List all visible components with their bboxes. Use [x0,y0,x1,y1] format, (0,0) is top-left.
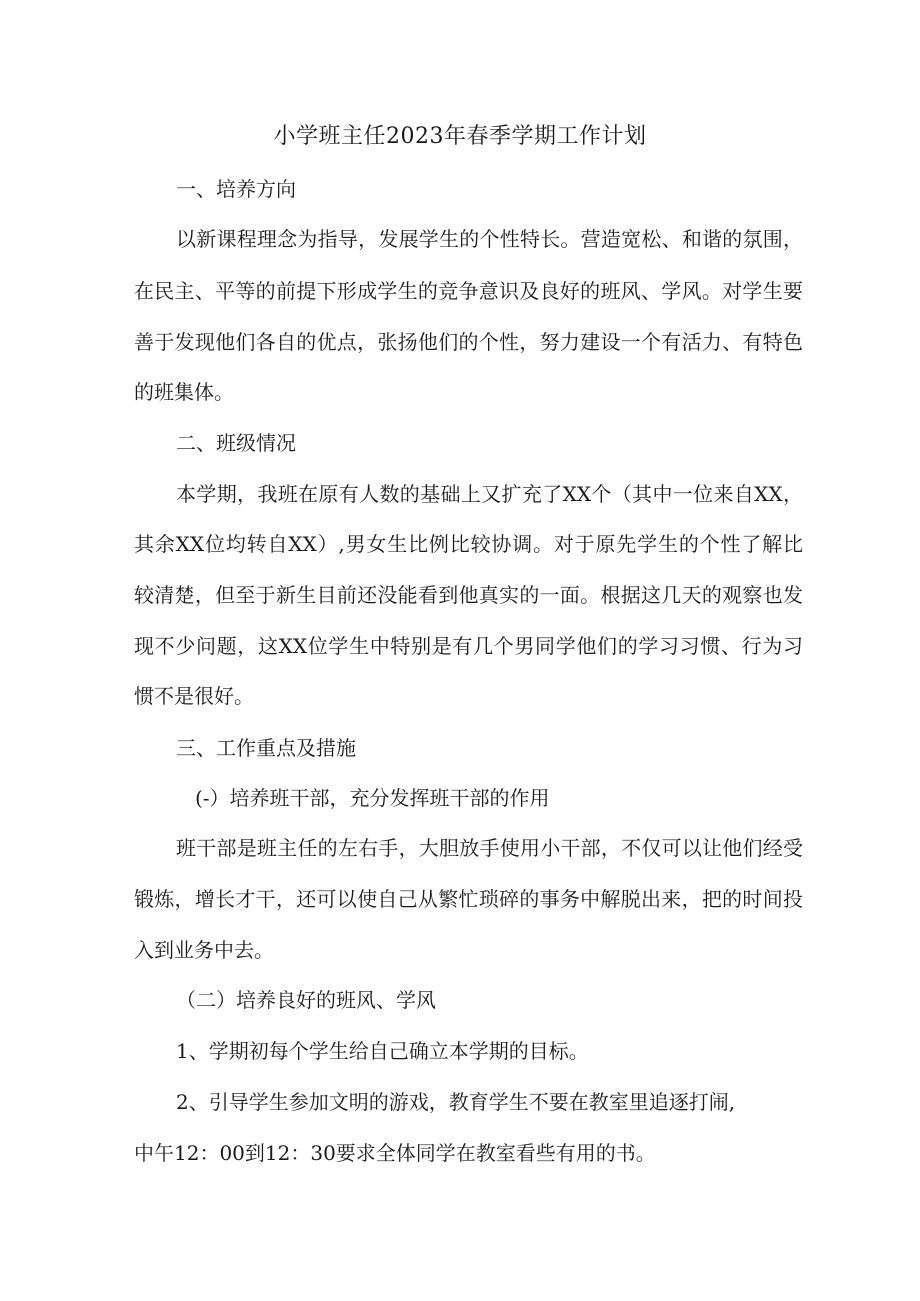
paragraph-line: 锻炼，增长才干，还可以使自己从繁忙琐碎的事务中解脱出来，把的时间投 [134,887,803,911]
paragraph-line: 在民主、平等的前提下形成学生的竞争意识及良好的班风、学风。对学生要 [134,279,803,303]
section-heading-3: 三、工作重点及措施 [176,736,356,760]
paragraph-line: 其余XX位均转自XX）,男女生比例比较协调。对于原先学生的个性了解比 [134,532,803,556]
list-item-2: 2、引导学生参加文明的游戏，教育学生不要在教室里追逐打闹, [176,1090,736,1114]
paragraph-line: 惯不是很好。 [134,684,254,708]
document-title: 小学班主任2023年春季学期工作计划 [273,124,647,149]
paragraph-line: 以新课程理念为指导，发展学生的个性特长。营造宽松、和谐的氛围， [176,227,803,251]
subsection-heading-2: （二）培养良好的班风、学风 [176,988,436,1012]
paragraph-line: 善于发现他们各自的优点，张扬他们的个性，努力建设一个有活力、有特色 [134,330,803,354]
subsection-heading-1: (-）培养班干部，充分发挥班干部的作用 [195,786,550,810]
paragraph-line: 较清楚，但至于新生目前还没能看到他真实的一面。根据这几天的观察也发 [134,583,803,607]
paragraph-line: 入到业务中去。 [134,938,274,962]
list-item-1: 1、学期初每个学生给自己确立本学期的目标。 [176,1039,589,1063]
paragraph-line: 现不少问题，这XX位学生中特别是有几个男同学他们的学习习惯、行为习 [134,634,803,658]
section-heading-1: 一、培养方向 [176,177,296,201]
paragraph-line: 的班集体。 [134,380,234,404]
paragraph-line: 班干部是班主任的左右手，大胆放手使用小干部，不仅可以让他们经受 [176,836,803,860]
list-item-2-continuation: 中午12：00到12：30要求全体同学在教室看些有用的书。 [134,1141,656,1165]
section-heading-2: 二、班级情况 [176,431,296,455]
paragraph-line: 本学期，我班在原有人数的基础上又扩充了XX个（其中一位来自XX， [176,482,803,506]
